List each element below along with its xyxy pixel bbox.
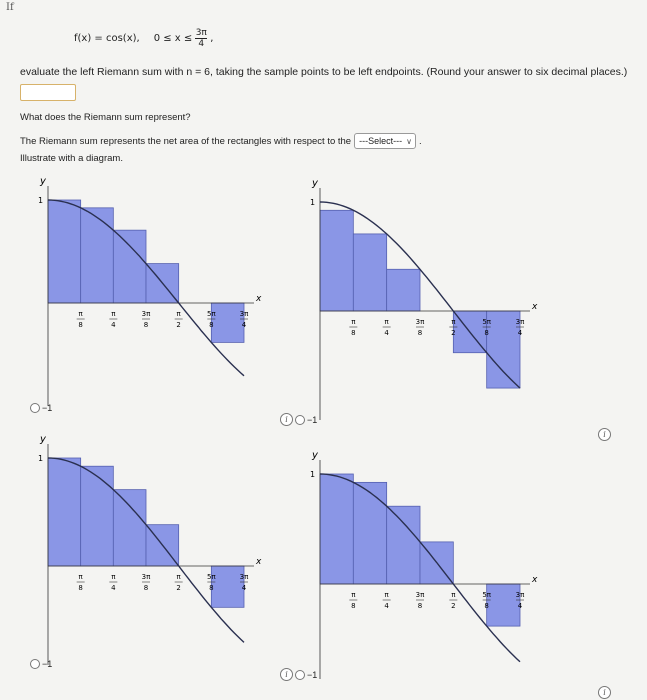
formula-domain-prefix: 0 ≤ x ≤ — [153, 33, 193, 44]
riemann-bar — [81, 208, 114, 303]
x-axis-label: x — [256, 557, 262, 567]
radio-graph-2[interactable] — [295, 415, 305, 425]
y-axis-label: y — [40, 176, 46, 187]
graph-1 — [26, 168, 288, 413]
chevron-down-icon: ∨ — [406, 136, 412, 146]
illustrate-label: Illustrate with a diagram. — [20, 153, 123, 164]
option-4-neg-one: −1 — [307, 669, 318, 680]
formula-fraction — [195, 28, 207, 49]
select-value: ---Select--- — [359, 136, 403, 146]
x-tick-numerator: π — [384, 591, 389, 599]
x-tick-denominator: 8 — [351, 602, 356, 610]
x-tick-numerator: π — [451, 318, 456, 326]
x-tick-denominator: 8 — [417, 602, 423, 610]
riemann-bar — [320, 210, 353, 311]
header-mark: If — [6, 2, 14, 13]
statement-period: . — [418, 135, 422, 147]
radio-graph-4[interactable] — [295, 670, 305, 680]
info-icon-2[interactable] — [598, 424, 611, 442]
x-tick-denominator: 2 — [176, 321, 181, 329]
x-tick-denominator: 8 — [209, 584, 214, 592]
x-tick-denominator: 8 — [484, 329, 489, 337]
x-tick-denominator: 8 — [417, 329, 423, 337]
x-tick-numerator: 5π — [482, 318, 492, 326]
option-graph-3[interactable] — [30, 659, 52, 669]
x-tick-numerator: π — [176, 310, 181, 318]
info-circle-icon[interactable]: i — [598, 428, 611, 441]
option-2-neg-one: −1 — [307, 414, 318, 425]
y-axis-label: y — [312, 450, 318, 461]
x-tick-numerator: π — [351, 591, 356, 599]
y-axis-label: y — [40, 434, 46, 445]
riemann-bar — [320, 474, 353, 584]
option-graph-1[interactable] — [30, 403, 52, 413]
x-tick-denominator: 4 — [517, 602, 523, 610]
y-tick-1: 1 — [310, 198, 316, 207]
fraction-numerator: 3π — [195, 28, 207, 38]
radio-graph-3[interactable] — [30, 659, 40, 669]
x-tick-denominator: 8 — [484, 602, 489, 610]
statement-row — [20, 133, 422, 149]
riemann-bar — [387, 269, 420, 311]
option-graph-2[interactable] — [280, 413, 317, 426]
x-tick-denominator: 4 — [241, 321, 247, 329]
fraction-denominator: 4 — [198, 39, 205, 49]
formula-domain — [154, 28, 214, 49]
x-axis-label: x — [532, 575, 538, 585]
formula-trailing: , — [210, 33, 214, 44]
x-tick-numerator: 5π — [206, 310, 216, 318]
x-tick-numerator: π — [78, 573, 83, 581]
info-icon-4[interactable] — [598, 682, 611, 700]
x-tick-numerator: π — [111, 310, 116, 318]
x-tick-numerator: 3π — [515, 318, 525, 326]
riemann-bar — [113, 490, 146, 566]
x-tick-numerator: 3π — [415, 318, 425, 326]
question-represent: What does the Riemann sum represent? — [20, 112, 191, 123]
riemann-bar — [353, 234, 386, 311]
x-tick-numerator: 5π — [482, 591, 492, 599]
info-circle-icon-2[interactable]: i — [598, 686, 611, 699]
formula-lhs: f(x) = cos(x), — [74, 33, 140, 44]
x-tick-numerator: 3π — [239, 573, 249, 581]
x-tick-denominator: 4 — [241, 584, 247, 592]
graph-4 — [298, 447, 560, 679]
riemann-bar — [353, 482, 386, 584]
statement-text: The Riemann sum represents the net area of the rectangles with respect to the — [20, 135, 352, 147]
graph-3 — [26, 433, 288, 665]
riemann-bar — [387, 506, 420, 584]
riemann-bar — [113, 230, 146, 303]
problem-formula — [74, 28, 213, 49]
option-3-neg-one: −1 — [42, 659, 53, 669]
option-graph-4[interactable] — [280, 668, 317, 681]
x-tick-denominator: 8 — [78, 321, 83, 329]
question-evaluate: evaluate the left Riemann sum with n = 6, taking the sample points to be left endpoints. (Round your answer to six decimal places.) — [20, 66, 628, 78]
x-axis-label: x — [256, 294, 262, 304]
info-icon-3[interactable]: i — [280, 668, 293, 681]
x-tick-denominator: 8 — [351, 329, 356, 337]
y-tick-1: 1 — [38, 196, 44, 205]
radio-graph-1[interactable] — [30, 403, 40, 413]
x-tick-denominator: 8 — [143, 584, 149, 592]
riemann-bar — [48, 458, 81, 566]
x-tick-denominator: 4 — [111, 321, 116, 329]
y-tick-1: 1 — [310, 470, 316, 479]
option-1-neg-one: −1 — [42, 403, 53, 413]
x-tick-numerator: π — [384, 318, 389, 326]
x-tick-numerator: 3π — [141, 573, 151, 581]
x-tick-denominator: 8 — [78, 584, 83, 592]
x-tick-denominator: 8 — [209, 321, 214, 329]
x-tick-denominator: 4 — [517, 329, 523, 337]
select-dropdown[interactable] — [354, 133, 416, 149]
riemann-bar — [211, 303, 244, 342]
x-tick-denominator: 8 — [143, 321, 149, 329]
x-tick-numerator: π — [451, 591, 456, 599]
x-tick-numerator: 3π — [515, 591, 525, 599]
y-axis-label: y — [312, 178, 318, 189]
x-tick-denominator: 2 — [176, 584, 181, 592]
x-tick-numerator: π — [176, 573, 181, 581]
x-tick-numerator: 3π — [239, 310, 249, 318]
x-tick-numerator: 5π — [206, 573, 216, 581]
x-tick-numerator: 3π — [415, 591, 425, 599]
x-tick-denominator: 4 — [384, 602, 389, 610]
x-tick-denominator: 2 — [451, 602, 456, 610]
x-tick-denominator: 4 — [384, 329, 389, 337]
riemann-bar — [81, 466, 114, 566]
x-tick-denominator: 4 — [111, 584, 116, 592]
x-tick-numerator: 3π — [141, 310, 151, 318]
graph-2 — [298, 172, 560, 422]
x-tick-numerator: π — [78, 310, 83, 318]
x-tick-numerator: π — [111, 573, 116, 581]
info-icon[interactable]: i — [280, 413, 293, 426]
y-tick-1: 1 — [38, 454, 44, 463]
x-tick-denominator: 2 — [451, 329, 456, 337]
x-axis-label: x — [532, 302, 538, 312]
x-tick-numerator: π — [351, 318, 356, 326]
riemann-bar — [48, 200, 81, 303]
answer-input[interactable] — [20, 84, 76, 101]
